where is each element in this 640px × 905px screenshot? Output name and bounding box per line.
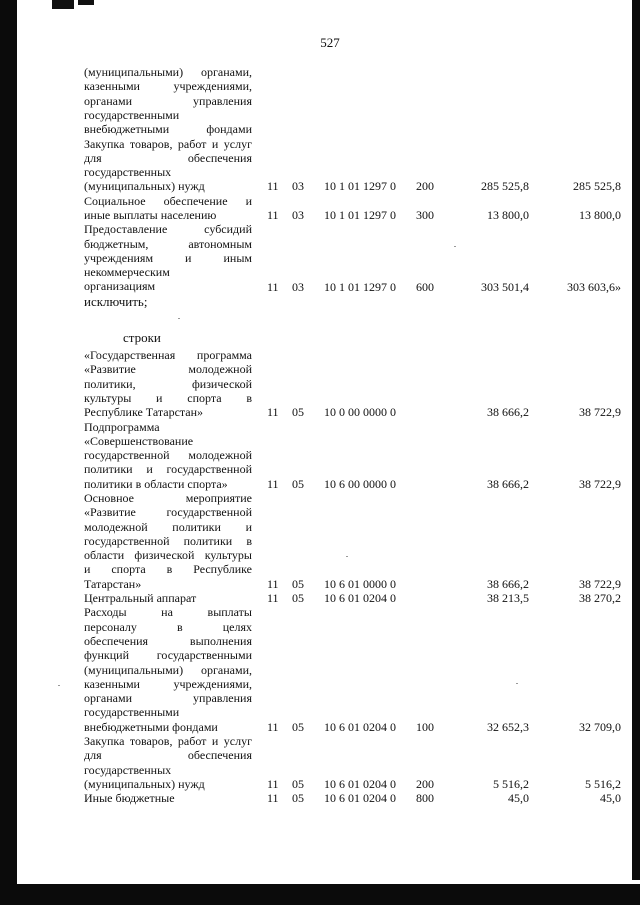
description-line: некоммерческим xyxy=(84,265,170,280)
amount-year-1: 45,0 xyxy=(508,791,529,806)
section-code: 11 xyxy=(267,791,279,806)
description-line: органами управления xyxy=(84,93,252,108)
subsection-code: 03 xyxy=(292,179,304,194)
scan-edge-bottom xyxy=(0,884,640,905)
description-line: государственной политики в xyxy=(84,533,252,548)
scan-speck xyxy=(346,556,348,557)
description-line: учреждениям и иным xyxy=(84,250,252,265)
description-line: внебюджетными фондами xyxy=(84,122,252,137)
scan-speck xyxy=(516,683,518,684)
description-line: Закупка товаров, работ и услуг xyxy=(84,136,252,151)
amount-year-2: 285 525,8 xyxy=(573,179,621,194)
description-line: для обеспечения xyxy=(84,150,252,165)
description-line: для обеспечения xyxy=(84,748,252,763)
amount-year-1: 5 516,2 xyxy=(493,777,529,791)
row-description xyxy=(84,137,252,194)
description-line: «Развитие государственной xyxy=(84,505,252,520)
section-code: 11 xyxy=(267,777,279,791)
amount-year-2: 5 516,2 xyxy=(585,777,621,791)
row-description xyxy=(84,194,252,223)
description-line: Расходы на выплаты xyxy=(84,605,252,620)
expense-type-code: 800 xyxy=(416,791,434,806)
section-code: 11 xyxy=(267,476,279,491)
description-line: государственными xyxy=(84,107,180,122)
subsection-code: 05 xyxy=(292,791,304,806)
amount-year-1: 38 666,2 xyxy=(487,405,529,420)
amount-year-2: 38 270,2 xyxy=(579,591,621,606)
row-description xyxy=(84,591,252,605)
description-line: Закупка товаров, работ и услуг xyxy=(84,734,252,749)
target-article-code: 10 6 00 0000 0 xyxy=(324,476,396,491)
target-article-code: 10 6 01 0000 0 xyxy=(324,576,396,591)
subsection-code: 05 xyxy=(292,591,304,606)
scan-speck xyxy=(58,685,60,686)
amount-year-2: 13 800,0 xyxy=(579,208,621,222)
exclude-statement: исключить; xyxy=(84,294,148,309)
description-line: (муниципальными) органами, xyxy=(84,662,252,677)
section-code: 11 xyxy=(267,279,279,294)
subsection-code: 03 xyxy=(292,208,304,222)
amount-year-2: 45,0 xyxy=(600,791,621,806)
amount-year-1: 38 666,2 xyxy=(487,476,529,491)
description-line: Татарстан» xyxy=(84,576,142,591)
scan-speck xyxy=(178,318,180,319)
amount-year-1: 38 666,2 xyxy=(487,576,529,591)
scan-edge-right xyxy=(632,0,640,880)
description-line: области физической культуры xyxy=(84,548,252,563)
expense-type-code: 200 xyxy=(416,179,434,194)
row-description xyxy=(84,791,252,805)
description-line: Предоставление субсидий xyxy=(84,222,252,237)
description-line: Подпрограмма xyxy=(84,419,160,434)
description-line: «Развитие молодежной xyxy=(84,362,252,377)
description-line: организациям xyxy=(84,279,156,294)
description-line: органами управления xyxy=(84,691,252,706)
description-line: государственной молодежной xyxy=(84,448,252,463)
scan-speck xyxy=(454,246,456,247)
section-code: 11 xyxy=(267,405,279,420)
description-line: иные выплаты населению xyxy=(84,207,217,222)
subsection-code: 05 xyxy=(292,777,304,791)
description-line: Республике Татарстан» xyxy=(84,405,204,420)
amount-year-1: 38 213,5 xyxy=(487,591,529,606)
description-line: внебюджетными фондами xyxy=(84,719,218,734)
amount-year-2: 38 722,9 xyxy=(579,476,621,491)
amount-year-2: 38 722,9 xyxy=(579,576,621,591)
strings-heading: строки xyxy=(123,330,161,345)
description-line: государственных xyxy=(84,762,172,777)
description-line: (муниципальных) нужд xyxy=(84,776,205,791)
description-line: государственными xyxy=(84,705,180,720)
target-article-code: 10 6 01 0204 0 xyxy=(324,719,396,734)
amount-year-2: 303 603,6» xyxy=(567,279,621,294)
amount-year-2: 38 722,9 xyxy=(579,405,621,420)
description-line: Центральный аппарат xyxy=(84,591,197,606)
row-description xyxy=(84,65,252,136)
description-line: политики в области спорта» xyxy=(84,476,228,491)
target-article-code: 10 6 01 0204 0 xyxy=(324,791,396,806)
row-description xyxy=(84,420,252,491)
subsection-code: 05 xyxy=(292,476,304,491)
target-article-code: 10 6 01 0204 0 xyxy=(324,591,396,606)
target-article-code: 10 6 01 0204 0 xyxy=(324,777,396,791)
target-article-code: 10 0 00 0000 0 xyxy=(324,405,396,420)
description-line: функций государственными xyxy=(84,648,252,663)
description-line: Социальное обеспечение и xyxy=(84,193,252,208)
amount-year-1: 303 501,4 xyxy=(481,279,529,294)
subsection-code: 03 xyxy=(292,279,304,294)
target-article-code: 10 1 01 1297 0 xyxy=(324,279,396,294)
expense-type-code: 100 xyxy=(416,719,434,734)
section-code: 11 xyxy=(267,208,279,222)
description-line: (муниципальными) органами, xyxy=(84,65,252,79)
subsection-code: 05 xyxy=(292,576,304,591)
description-line: «Совершенствование xyxy=(84,433,194,448)
section-code: 11 xyxy=(267,576,279,591)
description-line: государственных xyxy=(84,165,172,180)
expense-type-code: 600 xyxy=(416,279,434,294)
description-line: (муниципальных) нужд xyxy=(84,179,205,194)
description-line: Иные бюджетные xyxy=(84,791,175,806)
target-article-code: 10 1 01 1297 0 xyxy=(324,208,396,222)
row-description xyxy=(84,734,252,791)
description-line: политики и государственной xyxy=(84,462,252,477)
section-code: 11 xyxy=(267,179,279,194)
expense-type-code: 300 xyxy=(416,208,434,222)
amount-year-1: 285 525,8 xyxy=(481,179,529,194)
description-line: бюджетным, автономным xyxy=(84,236,252,251)
amount-year-2: 32 709,0 xyxy=(579,719,621,734)
description-line: и спорта в Республике xyxy=(84,562,252,577)
description-line: казенными учреждениями, xyxy=(84,676,252,691)
description-line: обеспечения выполнения xyxy=(84,633,252,648)
description-line: культуры и спорта в xyxy=(84,390,252,405)
amount-year-1: 13 800,0 xyxy=(487,208,529,222)
description-line: молодежной политики и xyxy=(84,519,252,534)
subsection-code: 05 xyxy=(292,719,304,734)
description-line: персоналу в целях xyxy=(84,619,252,634)
description-line: Основное мероприятие xyxy=(84,491,252,505)
amount-year-1: 32 652,3 xyxy=(487,719,529,734)
scan-mark xyxy=(78,0,94,5)
row-description xyxy=(84,605,252,734)
description-line: «Государственная программа xyxy=(84,348,252,362)
description-line: политики, физической xyxy=(84,376,252,391)
section-code: 11 xyxy=(267,719,279,734)
page-number: 527 xyxy=(320,35,340,50)
description-line: казенными учреждениями, xyxy=(84,79,252,94)
row-description xyxy=(84,222,252,293)
row-description xyxy=(84,491,252,591)
row-description xyxy=(84,348,252,419)
scan-mark xyxy=(52,0,74,9)
target-article-code: 10 1 01 1297 0 xyxy=(324,179,396,194)
subsection-code: 05 xyxy=(292,405,304,420)
scan-edge-left xyxy=(0,0,17,905)
expense-type-code: 200 xyxy=(416,777,434,791)
section-code: 11 xyxy=(267,591,279,606)
